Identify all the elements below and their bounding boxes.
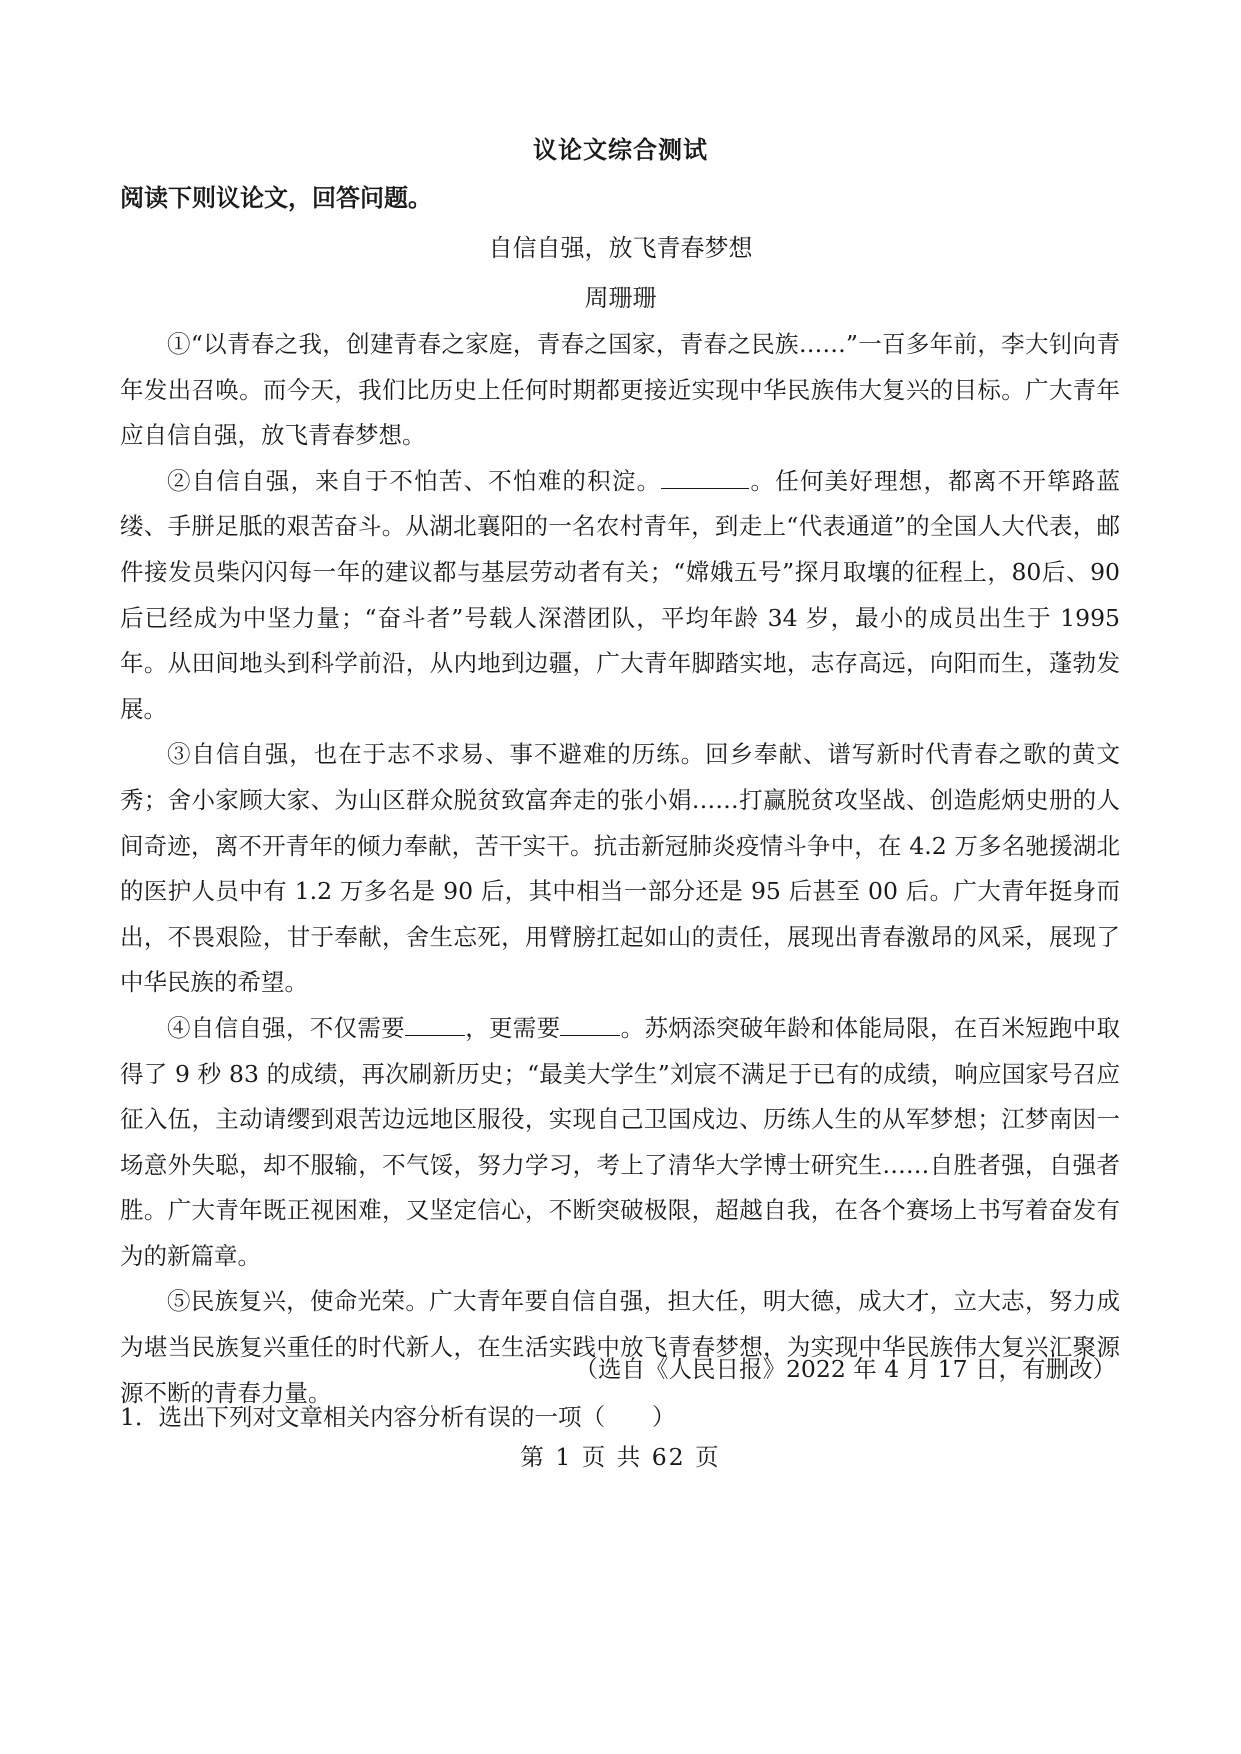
- article-title: 自信自强，放飞青春梦想: [488, 234, 753, 262]
- paragraph-2-part-a: ②自信自强，来自于不怕苦、不怕难的积淀。: [167, 466, 662, 495]
- page-footer: 第 1 页 共 62 页: [520, 1443, 721, 1471]
- fill-blank[interactable]: [661, 464, 749, 489]
- article-body: [120, 322, 1120, 1416]
- paragraph-4-part-c: 。苏炳添突破年龄和体能局限，在百米短跑中取得了 9 秒 83 的成绩，再次刷新历史；“最美大学生”刘宸不满足于已有的成绩，响应国家号召应征入伍，主动请缨到艰苦边远地区服役，实现自己卫国戍边、历练人生的从军梦想；江梦南因一场意外失聪，却不服输，不气馁，努力学习，考上了清华大学博士研究生……自胜者强，自强者胜。广大青年既正视困难，又坚定信心，不断突破极限，超越自我，在各个赛场上书写着奋发有为的新篇章。: [120, 1013, 1121, 1270]
- paragraph-1: ①“以青春之我，创建青春之家庭，青春之国家，青春之民族……”一百多年前，李大钊向青年发出召唤。而今天，我们比历史上任何时期都更接近实现中华民族伟大复兴的目标。广大青年应自信自强，放飞青春梦想。: [120, 330, 1120, 450]
- question-1: 1．选出下列对文章相关内容分析有误的一项（ ）: [120, 1403, 676, 1431]
- reading-instruction: 阅读下则议论文，回答问题。: [120, 183, 432, 212]
- fill-blank[interactable]: [560, 1011, 620, 1036]
- paragraph-2-part-b: 。任何美好理想，都离不开筚路蓝缕、手胼足胝的艰苦奋斗。从湖北襄阳的一名农村青年，到走上“代表通道”的全国人大代表，邮件接发员柴闪闪每一年的建议都与基层劳动者有关；“嫦娥五号”探月取壤的征程上，80后、90后已经成为中坚力量；“奋斗者”号载人深潜团队，平均年龄 34 岁，最小的成员出生于 1995 年。从田间地头到科学前沿，从内地到边疆，广大青年脚踏实地，志存高远，向阳而生，蓬勃发展。: [120, 466, 1121, 723]
- fill-blank[interactable]: [405, 1011, 465, 1036]
- paragraph-4-part-b: ，更需要: [464, 1013, 561, 1042]
- document-title: 议论文综合测试: [533, 135, 708, 164]
- article-source: （选自《人民日报》2022 年 4 月 17 日，有删改）: [574, 1355, 1116, 1383]
- paragraph-4-part-a: ④自信自强，不仅需要: [167, 1013, 405, 1042]
- paragraph-2: [120, 459, 1120, 733]
- paragraph-4: [120, 1006, 1120, 1280]
- paragraph-5: ⑤民族复兴，使命光荣。广大青年要自信自强，担大任，明大德，成大才，立大志，努力成为堪当民族复兴重任的时代新人，在生活实践中放飞青春梦想，为实现中华民族伟大复兴汇聚源源不断的青春力量。: [120, 1287, 1120, 1407]
- article-author: 周珊珊: [584, 284, 657, 312]
- paragraph-3: ③自信自强，也在于志不求易、事不避难的历练。回乡奉献、谱写新时代青春之歌的黄文秀；舍小家顾大家、为山区群众脱贫致富奔走的张小娟……打赢脱贫攻坚战、创造彪炳史册的人间奇迹，离不开青年的倾力奉献，苦干实干。抗击新冠肺炎疫情斗争中，在 4.2 万多名驰援湖北的医护人员中有 1.2 万多名是 90 后，其中相当一部分还是 95 后甚至 00 后。广大青年挺身而出，不畏艰险，甘于奉献，舍生忘死，用臂膀扛起如山的责任，展现出青春激昂的风采，展现了中华民族的希望。: [120, 740, 1120, 997]
